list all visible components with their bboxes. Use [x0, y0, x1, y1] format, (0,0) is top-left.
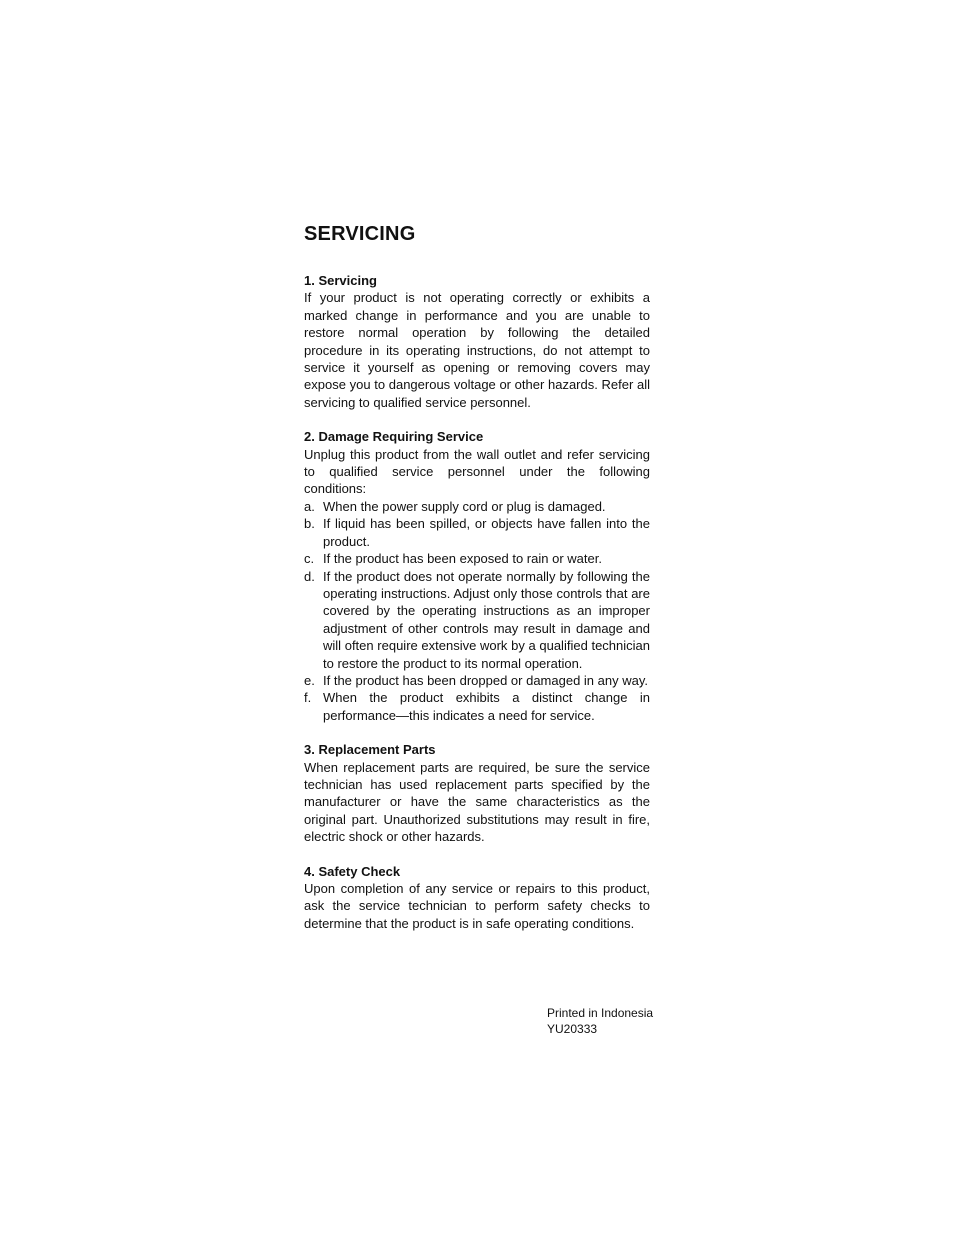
section-text: When replacement parts are required, be sure the service technician has used replacement parts specified by the manufacturer or have the same characteristics as the original part. Unauthorized substitutions may result in fire, electric shock or other hazards.: [304, 759, 650, 845]
list-marker: b.: [304, 516, 315, 532]
section-servicing: [304, 272, 650, 411]
section-text: If your product is not operating correctly or exhibits a marked change in performance and you are unable to restore normal operation by following the detailed procedure in its operating instructions, do not attempt to service it yourself as opening or removing covers may expose you to dangerous voltage or other hazards. Refer all servicing to qualified service personnel.: [304, 290, 650, 410]
list-text: If liquid has been spilled, or objects have fallen into the product.: [323, 516, 650, 549]
section-heading: 3. Replacement Parts: [304, 742, 436, 758]
list-text: When the power supply cord or plug is damaged.: [323, 498, 606, 514]
section-replacement-parts: [304, 741, 650, 845]
section-heading: 4. Safety Check: [304, 863, 401, 879]
list-marker: e.: [304, 672, 315, 688]
list-item: [304, 689, 650, 724]
condition-list: [304, 498, 650, 724]
list-marker: a.: [304, 498, 315, 514]
page-title: SERVICING: [304, 223, 416, 245]
section-heading: 1. Servicing: [304, 273, 377, 288]
print-info: [547, 1005, 653, 1037]
section-heading: 2. Damage Requiring Service: [304, 429, 484, 445]
list-text: When the product exhibits a distinct change in performance—this indicates a need for service.: [323, 690, 650, 723]
printed-in-label: Printed in Indonesia: [547, 1006, 654, 1020]
list-text: If the product has been exposed to rain or water.: [323, 551, 602, 567]
list-item: [304, 498, 650, 515]
list-item: [304, 550, 650, 567]
document-code: YU20333: [547, 1022, 598, 1036]
section-text: Unplug this product from the wall outlet and refer servicing to qualified service personnel under the following conditions:: [304, 446, 650, 497]
list-item: [304, 672, 650, 689]
section-text: Upon completion of any service or repairs to this product, ask the service technician to perform safety checks to determine that the product is in safe operating conditions.: [304, 881, 650, 931]
list-marker: c.: [304, 551, 315, 567]
list-marker: f.: [304, 690, 312, 706]
list-item: [304, 568, 650, 672]
list-item: [304, 515, 650, 550]
list-text: If the product has been dropped or damaged in any way.: [323, 672, 648, 688]
list-text: If the product does not operate normally by following the operating instructions. Adjust only those controls that are covered by the operating instructions as an improper adjustment of other controls may result in damage and will often require extensive work by a qualified technician to restore the product to its normal operation.: [323, 568, 650, 671]
section-safety-check: [304, 863, 650, 933]
list-marker: d.: [304, 568, 315, 584]
document-body: [304, 222, 650, 949]
section-damage-requiring-service: [304, 428, 650, 724]
